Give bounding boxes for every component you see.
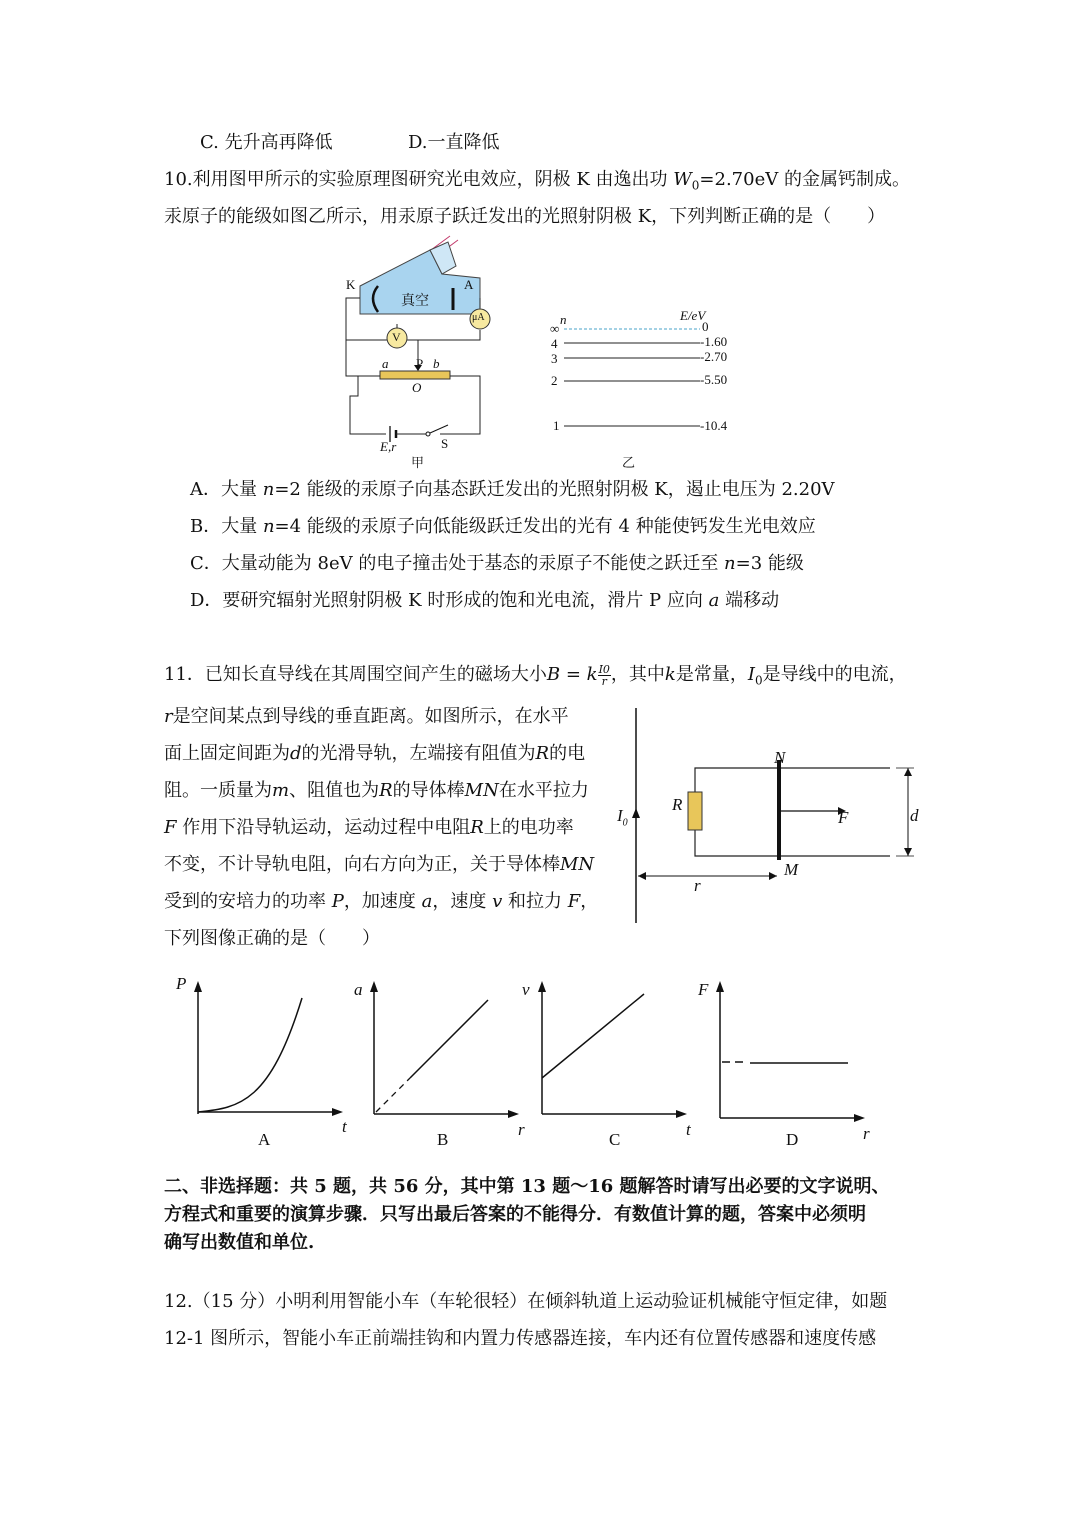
label-vacuum: 真空 [401, 294, 429, 309]
q10-option-c: C．大量动能为 8eV 的电子撞击处于基态的汞原子不能使之跃迁至 n=3 能级 [190, 553, 804, 574]
level-e-inf: 0 [702, 319, 709, 334]
q11-stem-line8: 下列图像正确的是（ ） [164, 928, 380, 949]
label-n: n [560, 312, 567, 327]
switch-s [426, 432, 430, 436]
label-k: K [346, 277, 356, 292]
section2-line1: 二、非选择题：共 5 题，共 56 分，其中第 13 题～16 题解答时请写出必要的文字说明、 [164, 1176, 890, 1197]
label-b-end: b [433, 356, 440, 371]
graph-a-p-vs-t [190, 980, 350, 1120]
fig11-label-m: M [784, 860, 799, 879]
graph-b-option-label: B [437, 1130, 449, 1149]
caption-jia: 甲 [411, 455, 425, 470]
graph-d-x-label: r [863, 1124, 870, 1143]
q11-stem-line2: r是空间某点到导线的垂直距离。如图所示，在水平 [164, 706, 569, 727]
level-n-inf: ∞ [550, 321, 560, 336]
photoelectric-circuit-diagram [330, 228, 510, 468]
q11-stem-line4: 阻。一质量为m、阻值也为R的导体棒MN在水平拉力 [164, 780, 589, 801]
graph-a-option-label: A [258, 1130, 271, 1149]
label-o: O [412, 380, 422, 395]
graph-c-x-label: t [686, 1120, 691, 1139]
label-p: P [416, 356, 424, 371]
fig11-label-f: F [838, 808, 849, 827]
q9-option-c: C. 先升高再降低 [200, 132, 333, 153]
label-er: E,r [380, 439, 397, 454]
q11-stem-line6: 不变，不计导轨电阻，向右方向为正，关于导体棒MN [164, 854, 595, 875]
graph-b-a-vs-r [366, 980, 526, 1120]
q10-option-d: D．要研究辐射光照射阴极 K 时形成的饱和光电流，滑片 P 应向 a 端移动 [190, 590, 780, 611]
rheostat [380, 371, 450, 379]
fig11-label-i0: $I_0$ [617, 806, 628, 829]
graph-b-x-label: r [518, 1120, 525, 1139]
energy-level-diagram [560, 320, 710, 435]
level-e-2: -5.50 [700, 372, 728, 387]
rail-circuit-diagram [620, 708, 920, 928]
fig11-label-d: d [910, 806, 919, 825]
graph-a-x-label: t [342, 1117, 347, 1136]
graph-c-v-vs-t [534, 980, 694, 1120]
q10-stem-line2: 汞原子的能级如图乙所示，用汞原子跃迁发出的光照射阴极 K，下列判断正确的是（ ） [164, 206, 886, 227]
graph-a-y-label: P [176, 974, 187, 993]
curve-b-dashed [376, 1078, 410, 1112]
q10-stem-line1: 10.利用图甲所示的实验原理图研究光电效应，阴极 K 由逸出功 $W_0=2.70eV$ 的金属钙制成。 [164, 169, 910, 193]
q11-stem-line5: F 作用下沿导轨运动，运动过程中电阻R上的电功率 [164, 817, 574, 838]
level-n-1: 1 [553, 418, 560, 433]
label-a-end: a [382, 356, 389, 371]
graph-c-y-label: v [522, 980, 530, 999]
caption-yi: 乙 [622, 455, 636, 470]
graph-c-option-label: C [609, 1130, 621, 1149]
label-s: S [441, 436, 449, 451]
q11-stem-line1: 11．已知长直导线在其周围空间产生的磁场大小B = k $\frac{I0}{r}$ ，其中k是常量，$I_0$是导线中的电流， [164, 662, 907, 688]
label-voltmeter: V [392, 330, 401, 344]
curve-c [542, 994, 644, 1078]
q11-stem-line7: 受到的安培力的功率 P，加速度 a，速度 v 和拉力 F， [164, 891, 599, 912]
label-e-ev: E/eV [680, 308, 706, 323]
rails [695, 768, 890, 856]
curve-a [198, 998, 302, 1112]
level-e-3: -2.70 [700, 349, 728, 364]
fig11-label-n: N [774, 748, 786, 767]
q11-stem-line3: 面上固定间距为d的光滑导轨，左端接有阻值为R的电 [164, 743, 586, 764]
level-n-2: 2 [551, 373, 558, 388]
fig11-label-dist-r: r [694, 876, 701, 895]
section2-line3: 确写出数值和单位. [164, 1232, 315, 1253]
q10-option-b: B．大量 n=4 能级的汞原子向低能级跃迁发出的光有 4 种能使钙发生光电效应 [190, 516, 816, 537]
graph-d-y-label: F [698, 980, 709, 999]
curve-b [410, 1000, 488, 1078]
level-e-1: -10.4 [700, 418, 728, 433]
level-n-4: 4 [551, 336, 558, 351]
q9-option-d: D.一直降低 [408, 132, 500, 153]
graph-d-f-vs-r [712, 980, 872, 1120]
q10-option-a: A．大量 n=2 能级的汞原子向基态跃迁发出的光照射阴极 K，遏止电压为 2.20V [190, 479, 835, 500]
label-microammeter: μA [472, 312, 485, 323]
section2-line2: 方程式和重要的演算步骤．只写出最后答案的不能得分．有数值计算的题，答案中必须明 [164, 1204, 866, 1225]
level-e-4: -1.60 [700, 334, 728, 349]
q12-stem-line2: 12-1 图所示，智能小车正前端挂钩和内置力传感器连接，车内还有位置传感器和速度传感 [164, 1328, 877, 1349]
graph-b-y-label: a [354, 980, 363, 999]
level-n-3: 3 [551, 351, 558, 366]
graph-d-option-label: D [786, 1130, 799, 1149]
q12-stem-line1: 12.（15 分）小明利用智能小车（车轮很轻）在倾斜轨道上运动验证机械能守恒定律，如题 [164, 1291, 888, 1312]
label-a: A [464, 277, 474, 292]
fig11-label-r: R [672, 795, 683, 814]
resistor-r [688, 792, 702, 830]
current-arrow [632, 808, 640, 818]
